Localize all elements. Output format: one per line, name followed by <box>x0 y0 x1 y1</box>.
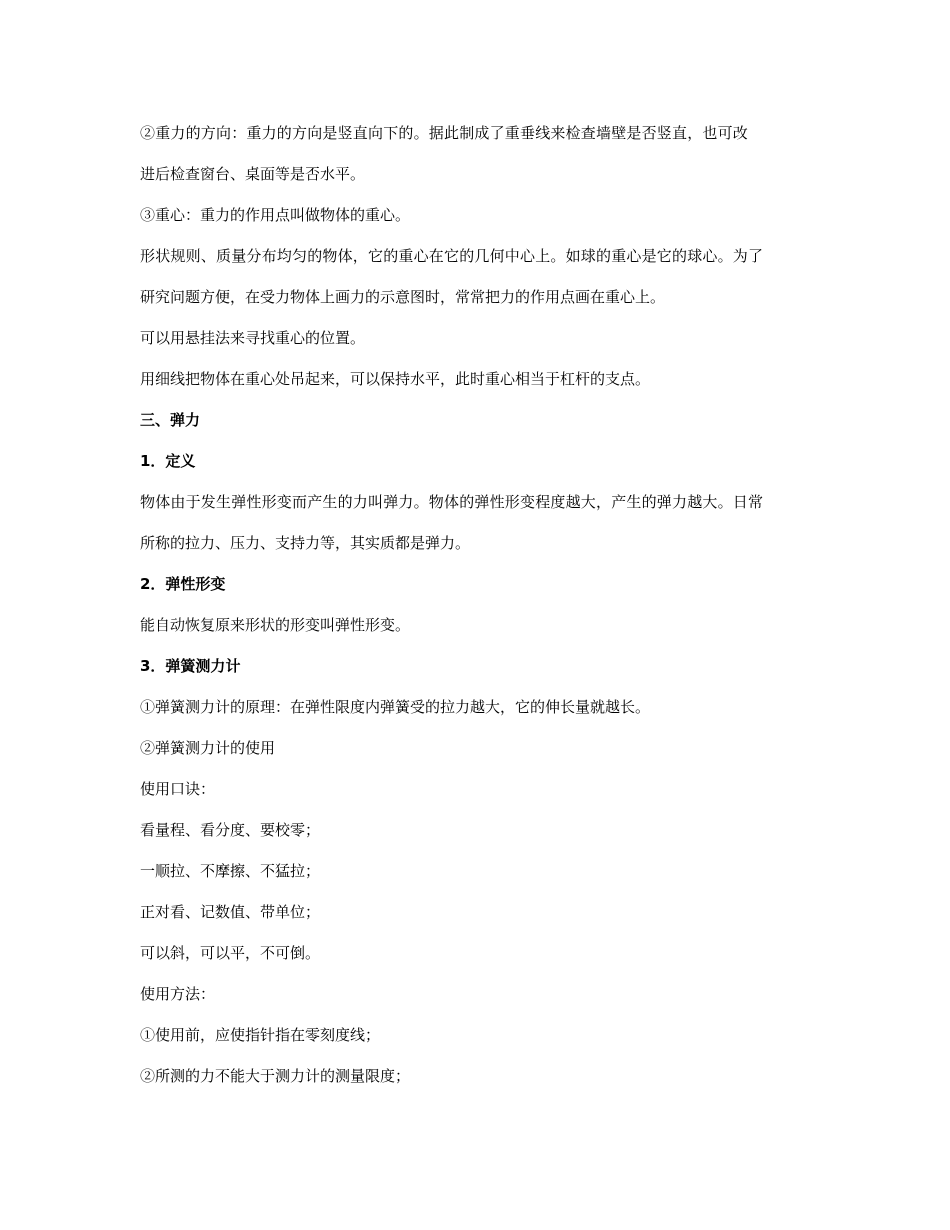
paragraph-suspension-method: 可以用悬挂法来寻找重心的位置。 <box>140 329 366 347</box>
subheading-elastic-deformation: 2．弹性形变 <box>140 575 226 593</box>
paragraph-regular-shape-line-1: 形状规则、质量分布均匀的物体，它的重心在它的几何中心上。如球的重心是它的球心。为了 <box>140 247 764 265</box>
paragraph-thread-suspension: 用细线把物体在重心处吊起来，可以保持水平，此时重心相当于杠杆的支点。 <box>140 370 651 388</box>
document-body <box>140 113 820 1097</box>
mnemonic-line-3: 正对看、记数值、带单位； <box>140 903 321 921</box>
paragraph-definition-line-2: 所称的拉力、压力、支持力等，其实质都是弹力。 <box>140 534 471 552</box>
paragraph-usage-mnemonic-label: 使用口诀： <box>140 780 216 798</box>
subheading-definition: 1．定义 <box>140 452 196 470</box>
mnemonic-line-1: 看量程、看分度、要校零； <box>140 821 321 839</box>
usage-method-step-1: ①使用前，应使指针指在零刻度线； <box>140 1026 381 1044</box>
paragraph-gravity-direction-line-1: ②重力的方向：重力的方向是竖直向下的。据此制成了重垂线来检查墙壁是否竖直，也可改 <box>140 124 749 142</box>
paragraph-spring-scale-principle: ①弹簧测力计的原理：在弹性限度内弹簧受的拉力越大，它的伸长量就越长。 <box>140 698 651 716</box>
mnemonic-line-4: 可以斜，可以平，不可倒。 <box>140 944 321 962</box>
paragraph-center-of-gravity: ③重心：重力的作用点叫做物体的重心。 <box>140 206 411 224</box>
paragraph-definition-line-1: 物体由于发生弹性形变而产生的力叫弹力。物体的弹性形变程度越大，产生的弹力越大。日常 <box>140 493 764 511</box>
paragraph-elastic-deformation: 能自动恢复原来形状的形变叫弹性形变。 <box>140 616 411 634</box>
subheading-spring-scale: 3．弹簧测力计 <box>140 657 241 675</box>
paragraph-gravity-direction-line-2: 进后检查窗台、桌面等是否水平。 <box>140 165 366 183</box>
section-heading-elastic-force: 三、弹力 <box>140 411 201 429</box>
paragraph-usage-method-label: 使用方法： <box>140 985 216 1003</box>
paragraph-spring-scale-usage: ②弹簧测力计的使用 <box>140 739 276 757</box>
mnemonic-line-2: 一顺拉、不摩擦、不猛拉； <box>140 862 321 880</box>
usage-method-step-2: ②所测的力不能大于测力计的测量限度； <box>140 1067 411 1085</box>
paragraph-regular-shape-line-2: 研究问题方便，在受力物体上画力的示意图时，常常把力的作用点画在重心上。 <box>140 288 666 306</box>
